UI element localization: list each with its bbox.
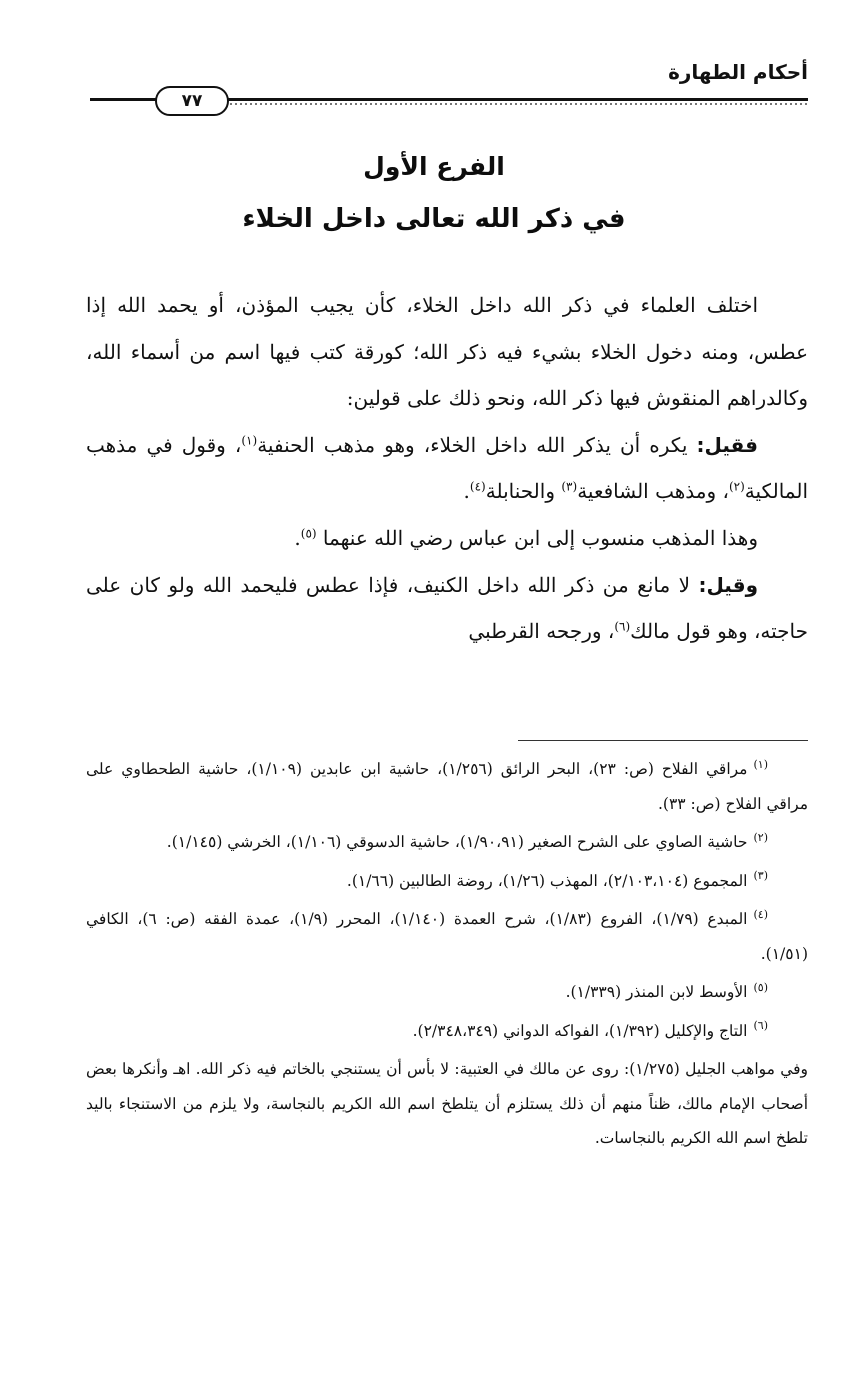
- paragraph-3-text-b: .: [294, 525, 301, 550]
- paragraph-3: [86, 515, 808, 562]
- paragraph-1: اختلف العلماء في ذكر الله داخل الخلاء، كأن يجيب المؤذن، أو يحمد الله إذا عطس، ومنه دخول الخلاء بشيء فيه ذكر الله؛ كورقة كتب فيها اسم من أسماء الله، وكالدراهم المنقوش فيها ذكر الله، ونحو ذلك على قولين:: [86, 293, 808, 411]
- paragraph-4: [86, 562, 808, 655]
- paragraph-3-text-a: وهذا المذهب منسوب إلى ابن عباس رضي الله عنهما: [316, 525, 758, 550]
- footnote-5: [86, 975, 808, 1010]
- footnote-3-number: (٣): [753, 869, 768, 883]
- paragraph-4-text-a: لا مانع من ذكر الله داخل الكنيف، فإذا عطس فليحمد الله ولو كان على حاجته، وهو قول مالك: [86, 572, 808, 644]
- paragraph-2-text-e: .: [463, 479, 470, 504]
- footnote-ref-2[interactable]: (٢): [728, 479, 745, 494]
- footnote-ref-6[interactable]: (٦): [614, 619, 631, 634]
- page-number: ٧٧: [155, 86, 229, 116]
- footnotes: [86, 752, 808, 1160]
- footnote-1: [86, 752, 808, 821]
- paragraph-2-text-a: يكره أن يذكر الله داخل الخلاء، وهو مذهب الحنفية: [257, 432, 697, 457]
- footnote-1-number: (١): [753, 757, 768, 771]
- footnote-3-text: المجموع (٢/١٠٣،١٠٤)، المهذب (١/٢٦)، روضة الطالبين (١/٦٦).: [346, 871, 748, 890]
- footnote-4: [86, 902, 808, 971]
- section-title: الفرع الأول: [363, 152, 505, 181]
- footnote-6-number: (٦): [753, 1019, 768, 1033]
- footnote-separator: [518, 740, 808, 741]
- footnote-6: [86, 1014, 808, 1049]
- footnote-ref-1[interactable]: (١): [241, 433, 258, 448]
- footnote-ref-3[interactable]: (٣): [561, 479, 578, 494]
- footnote-5-number: (٥): [753, 980, 768, 994]
- paragraph-2: [86, 422, 808, 515]
- footnote-3: [86, 864, 808, 899]
- footnote-ref-5[interactable]: (٥): [300, 526, 317, 541]
- footnote-6-text: التاج والإكليل (١/٣٩٢)، الفواكه الدواني (٢/٣٤٨،٣٤٩).: [412, 1021, 748, 1040]
- footnote-5-text: الأوسط لابن المنذر (١/٣٣٩).: [565, 983, 748, 1001]
- footnote-4-text: المبدع (١/٧٩)، الفروع (١/٨٣)، شرح العمدة (١/١٤٠)، المحرر (١/٩)، عمدة الفقه (ص: ٦)، الكافي (١/٥١).: [86, 910, 808, 963]
- footnote-2: [86, 825, 808, 860]
- header-rule-ornament: [230, 103, 808, 105]
- running-title: أحكام الطهارة: [668, 60, 808, 84]
- term-faqil: فقيل:: [696, 432, 758, 457]
- section-subtitle: في ذكر الله تعالى داخل الخلاء: [242, 204, 626, 234]
- paragraph-4-text-b: ، ورجحه القرطبي: [468, 619, 615, 644]
- paragraph-2-text-b: ، وقول في مذهب المالكية: [86, 432, 808, 504]
- footnote-2-number: (٢): [753, 830, 768, 844]
- footnote-6-continuation: وفي مواهب الجليل (١/٢٧٥): روى عن مالك في العتبية: لا بأس أن يستنجي بالخاتم فيه ذكر الله. اهـ وأنكرها بعض أصحاب الإمام مالك، ظناً منهم أن ذلك يستلزم أن يتلطخ اسم الله الكريم بالنجاسة، ولا يلزم من الاستنجاء باليد تلطخ اسم الله الكريم بالنجاسات.: [86, 1060, 809, 1147]
- footnote-2-text: حاشية الصاوي على الشرح الصغير (١/٩٠،٩١)، حاشية الدسوقي (١/١٠٦)، الخرشي (١/١٤٥).: [166, 833, 748, 851]
- footnote-ref-4[interactable]: (٤): [469, 479, 486, 494]
- body-text: [86, 282, 808, 655]
- term-waqil: وقيل:: [698, 572, 758, 597]
- paragraph-2-text-d: والحنابلة: [485, 479, 562, 504]
- footnote-1-text: مراقي الفلاح (ص: ٢٣)، البحر الرائق (١/٢٥٦)، حاشية ابن عابدين (١/١٠٩)، حاشية الطحطاوي على مراقي الفلاح (ص: ٣٣).: [86, 760, 808, 813]
- footnote-4-number: (٤): [753, 907, 768, 921]
- paragraph-2-text-c: ، ومذهب الشافعية: [577, 479, 729, 504]
